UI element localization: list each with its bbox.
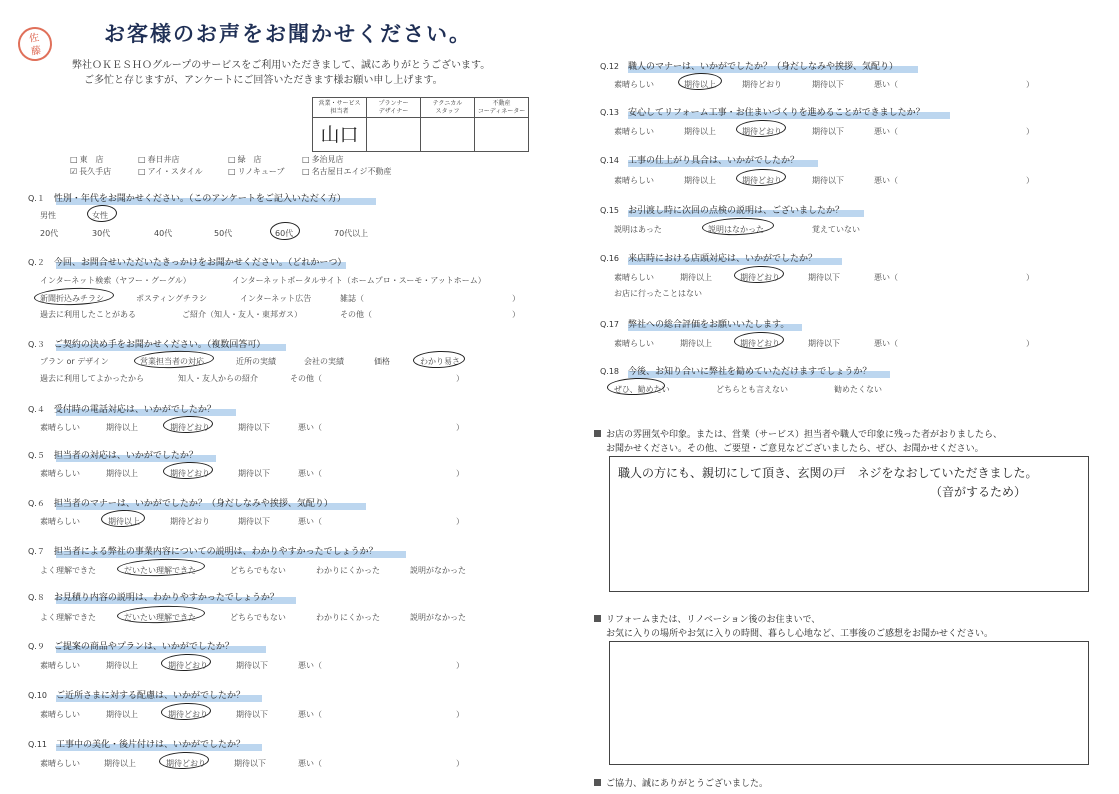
question-13: Q.13 安心してリフォーム工事・お住まいづくりを進めることができましたか？ bbox=[600, 108, 925, 118]
answer-circle bbox=[87, 204, 118, 222]
option-20s[interactable]: 20代 bbox=[40, 229, 59, 238]
option-excellent[interactable]: 素晴らしい bbox=[40, 469, 80, 478]
store-checkbox-renocube[interactable]: □ リノキューブ bbox=[228, 166, 285, 177]
option-hard-to-understand[interactable]: わかりにくかった bbox=[316, 613, 380, 622]
option-as-expected[interactable]: 期待どおり bbox=[170, 423, 210, 432]
option-definitely-recommend[interactable]: ぜひ、勧めたい bbox=[614, 385, 670, 394]
question-15: Q.15 お引渡し時に次回の点検の説明は、ございましたか？ bbox=[600, 206, 845, 216]
option-excellent[interactable]: 素晴らしい bbox=[614, 339, 654, 348]
question-3: Q.３ ご契約の決め手をお聞かせください。（複数回答可） bbox=[28, 340, 266, 350]
option-not-recommend[interactable]: 勧めたくない bbox=[834, 385, 882, 394]
option-understood-well[interactable]: よく理解できた bbox=[40, 566, 96, 575]
option-above-expectation[interactable]: 期待以上 bbox=[106, 710, 138, 719]
option-understood-well[interactable]: よく理解できた bbox=[40, 613, 96, 622]
option-below-expectation[interactable]: 期待以下 bbox=[236, 710, 268, 719]
store-checkbox-higashi[interactable]: □ 東 店 bbox=[70, 154, 104, 165]
option-bad[interactable]: 悪い（ bbox=[874, 176, 898, 185]
option-bad[interactable]: 悪い（ bbox=[874, 339, 898, 348]
option-above-expectation[interactable]: 期待以上 bbox=[680, 273, 712, 282]
store-checkbox-tajimi[interactable]: □ 多治見店 bbox=[302, 154, 344, 165]
store-checkbox-kasugai[interactable]: □ 春日井店 bbox=[138, 154, 180, 165]
option-as-expected[interactable]: 期待どおり bbox=[742, 176, 782, 185]
option-bad-close: ） bbox=[1026, 176, 1034, 185]
option-above-expectation[interactable]: 期待以上 bbox=[108, 517, 140, 526]
option-company-record[interactable]: 会社の実績 bbox=[304, 357, 344, 366]
comment-question-1-line-2: お聞かせください。その他、ご要望・ご意見などございましたら、ぜひ、お聞かせください。 bbox=[606, 444, 984, 454]
option-excellent[interactable]: 素晴らしい bbox=[40, 517, 80, 526]
question-5: Q.５ 担当者の対応は、いかがでしたか？ bbox=[28, 451, 198, 461]
option-as-expected[interactable]: 期待どおり bbox=[166, 759, 206, 768]
option-as-expected[interactable]: 期待どおり bbox=[170, 517, 210, 526]
option-magazine-close: ） bbox=[512, 294, 520, 303]
option-undecided[interactable]: どちらとも言えない bbox=[716, 385, 788, 394]
option-bad[interactable]: 悪い（ bbox=[874, 273, 898, 282]
option-below-expectation[interactable]: 期待以下 bbox=[812, 127, 844, 136]
option-below-expectation[interactable]: 期待以下 bbox=[812, 176, 844, 185]
option-magazine[interactable]: 雑誌（ bbox=[340, 294, 364, 303]
option-portal-site[interactable]: インターネットポータルサイト（ホームプロ・スーモ・アットホーム） bbox=[232, 276, 486, 285]
option-above-expectation[interactable]: 期待以上 bbox=[106, 661, 138, 670]
option-below-expectation[interactable]: 期待以下 bbox=[236, 661, 268, 670]
option-below-expectation[interactable]: 期待以下 bbox=[234, 759, 266, 768]
store-checkbox-midori[interactable]: □ 緑 店 bbox=[228, 154, 262, 165]
answer-circle bbox=[270, 221, 301, 240]
question-16: Q.16 来店時における店頭対応は、いかがでしたか？ bbox=[600, 254, 818, 264]
question-7: Q.７ 担当者による弊社の事業内容についての説明は、わかりやすかったでしょうか？ bbox=[28, 547, 378, 557]
question-17: Q.17 弊社への総合評価をお願いいたします。 bbox=[600, 320, 790, 330]
option-excellent[interactable]: 素晴らしい bbox=[40, 710, 80, 719]
option-never-visited[interactable]: お店に行ったことはない bbox=[614, 289, 702, 298]
option-above-expectation[interactable]: 期待以上 bbox=[684, 176, 716, 185]
option-bad-close: ） bbox=[1026, 80, 1034, 89]
staff-planner-name bbox=[367, 118, 421, 152]
option-past-use[interactable]: 過去に利用したことがある bbox=[40, 310, 136, 319]
staff-technical-name bbox=[421, 118, 475, 152]
question-14: Q.14 工事の仕上がり具合は、いかがでしたか？ bbox=[600, 156, 800, 166]
question-1: Q.１ 性別・年代をお聞かせください。（このアンケートをご記入いただく方） bbox=[28, 194, 346, 204]
option-sales-response[interactable]: 営業担当者の対応 bbox=[140, 357, 204, 366]
option-bad-close: ） bbox=[456, 661, 464, 670]
option-above-expectation[interactable]: 期待以上 bbox=[680, 339, 712, 348]
option-excellent[interactable]: 素晴らしい bbox=[614, 176, 654, 185]
thanks-message: ご協力、誠にありがとうございました。 bbox=[594, 776, 768, 789]
question-18: Q.18 今後、お知り合いに弊社を勧めていただけますでしょうか？ bbox=[600, 367, 872, 377]
option-bad-close: ） bbox=[1026, 339, 1034, 348]
question-9: Q.９ ご提案の商品やプランは、いかがでしたか？ bbox=[28, 642, 234, 652]
option-friend-referral[interactable]: 知人・友人からの紹介 bbox=[178, 374, 258, 383]
option-as-expected[interactable]: 期待どおり bbox=[740, 339, 780, 348]
option-bad-close: ） bbox=[456, 710, 464, 719]
option-as-expected[interactable]: 期待どおり bbox=[168, 710, 208, 719]
option-bad-close: ） bbox=[456, 423, 464, 432]
option-bad-close: ） bbox=[456, 469, 464, 478]
question-6: Q.６ 担当者のマナーは、いかがでしたか？（身だしなみや挨拶、気配り） bbox=[28, 499, 333, 509]
option-below-expectation[interactable]: 期待以下 bbox=[812, 80, 844, 89]
option-above-expectation[interactable]: 期待以上 bbox=[104, 759, 136, 768]
option-above-expectation[interactable]: 期待以上 bbox=[106, 469, 138, 478]
option-bad[interactable]: 悪い（ bbox=[874, 127, 898, 136]
option-as-expected[interactable]: 期待どおり bbox=[740, 273, 780, 282]
option-no-explanation[interactable]: 説明がなかった bbox=[410, 613, 466, 622]
option-as-expected[interactable]: 期待どおり bbox=[168, 661, 208, 670]
option-good-past-use[interactable]: 過去に利用してよかったから bbox=[40, 374, 144, 383]
option-70s-plus[interactable]: 70代以上 bbox=[334, 229, 369, 238]
option-as-expected[interactable]: 期待どおり bbox=[170, 469, 210, 478]
question-4: Q.４ 受付時の電話対応は、いかがでしたか？ bbox=[28, 405, 216, 415]
option-mostly-understood[interactable]: だいたい理解できた bbox=[124, 613, 196, 622]
option-bad-close: ） bbox=[1026, 273, 1034, 282]
store-checkbox-istyle[interactable]: □ アイ・スタイル bbox=[138, 166, 203, 177]
option-below-expectation[interactable]: 期待以下 bbox=[808, 339, 840, 348]
seal-stamp: 佐 藤 bbox=[16, 25, 54, 63]
option-excellent[interactable]: 素晴らしい bbox=[40, 661, 80, 670]
option-excellent[interactable]: 素晴らしい bbox=[614, 273, 654, 282]
option-30s[interactable]: 30代 bbox=[92, 229, 111, 238]
option-bad[interactable]: 悪い（ bbox=[298, 517, 322, 526]
option-plan-design[interactable]: プラン or デザイン bbox=[40, 357, 109, 366]
option-explained[interactable]: 説明はあった bbox=[614, 225, 662, 234]
option-bad-close: ） bbox=[456, 517, 464, 526]
intro-line-2: ご多忙と存じますが、アンケートにご回答いただきます様お願い申し上げます。 bbox=[84, 75, 443, 86]
comment-answer-line-1: 職人の方にも、親切にして頂き、玄関の戸 ネジをなおしていただきました。 bbox=[618, 466, 1038, 480]
option-female[interactable]: 女性 bbox=[92, 211, 108, 220]
option-male[interactable]: 男性 bbox=[40, 211, 56, 220]
intro-line-1: 弊社ＯＫＥＳＨＯグループのサービスをご利用いただきまして、誠にありがとうございます。 bbox=[72, 60, 491, 71]
option-excellent[interactable]: 素晴らしい bbox=[40, 423, 80, 432]
question-2: Q.２ 今回、お問合せいただいたきっかけをお聞かせください。（どれかーつ） bbox=[28, 258, 347, 268]
option-hard-to-understand[interactable]: わかりにくかった bbox=[316, 566, 380, 575]
option-50s[interactable]: 50代 bbox=[214, 229, 233, 238]
option-newspaper-flyer[interactable]: 新聞折込みチラシ bbox=[40, 294, 104, 303]
option-60s[interactable]: 60代 bbox=[275, 229, 294, 238]
option-internet-ad[interactable]: インターネット広告 bbox=[240, 294, 312, 303]
question-11: Q.11 工事中の美化・後片付けは、いかがでしたか？ bbox=[28, 740, 246, 750]
store-checkbox-nagoya-realestate[interactable]: □ 名古屋日エイジ不動産 bbox=[302, 166, 392, 177]
comment-question-2-line-2: お気に入りの場所やお気に入りの時間、暮らし心地など、工事後のご感想をお聞かせください。 bbox=[606, 629, 994, 639]
option-below-expectation[interactable]: 期待以下 bbox=[808, 273, 840, 282]
option-excellent[interactable]: 素晴らしい bbox=[40, 759, 80, 768]
staff-table bbox=[312, 97, 529, 152]
question-8: Q.８ お見積り内容の説明は、わかりやすかったでしょうか？ bbox=[28, 593, 279, 603]
option-above-expectation[interactable]: 期待以上 bbox=[106, 423, 138, 432]
option-internet-search[interactable]: インターネット検索（ヤフー・グーグル） bbox=[40, 276, 191, 285]
option-price[interactable]: 価格 bbox=[374, 357, 390, 366]
option-no-explanation[interactable]: 説明がなかった bbox=[410, 566, 466, 575]
option-bad[interactable]: 悪い（ bbox=[298, 469, 322, 478]
option-bad[interactable]: 悪い（ bbox=[298, 710, 322, 719]
option-other-close: ） bbox=[456, 374, 464, 383]
option-bad[interactable]: 悪い（ bbox=[298, 759, 322, 768]
option-dont-remember[interactable]: 覚えていない bbox=[812, 225, 860, 234]
staff-header-technical: テクニカル スタッフ bbox=[421, 98, 475, 118]
page-title: お客様のお声をお聞かせください。 bbox=[104, 22, 472, 46]
store-checkbox-nagakute[interactable]: ☑ 長久手店 bbox=[70, 167, 112, 176]
option-as-expected[interactable]: 期待どおり bbox=[742, 127, 782, 136]
option-excellent[interactable]: 素晴らしい bbox=[614, 80, 654, 89]
option-above-expectation[interactable]: 期待以上 bbox=[684, 127, 716, 136]
option-below-expectation[interactable]: 期待以下 bbox=[238, 517, 270, 526]
comment-answer-line-2: （音がするため） bbox=[930, 485, 1027, 499]
option-neither[interactable]: どちらでもない bbox=[230, 613, 286, 622]
question-12: Q.12 職人のマナーは、いかがでしたか？（身だしなみや挨拶、気配り） bbox=[600, 62, 899, 72]
comment-box-2[interactable] bbox=[609, 641, 1089, 765]
option-bad-close: ） bbox=[456, 759, 464, 768]
option-other[interactable]: その他（ bbox=[290, 374, 322, 383]
option-other-close: ） bbox=[512, 310, 520, 319]
comment-question-2-line-1: リフォームまたは、リノベーション後のお住まいで、 bbox=[594, 612, 820, 625]
option-clarity[interactable]: わかり易さ bbox=[420, 357, 460, 366]
option-as-expected[interactable]: 期待どおり bbox=[742, 80, 782, 89]
option-excellent[interactable]: 素晴らしい bbox=[614, 127, 654, 136]
option-above-expectation[interactable]: 期待以上 bbox=[684, 80, 716, 89]
question-10: Q.10 ご近所さまに対する配慮は、いかがでしたか？ bbox=[28, 691, 246, 701]
option-referral[interactable]: ご紹介（知人・友人・東邦ガス） bbox=[182, 310, 302, 319]
option-bad[interactable]: 悪い（ bbox=[298, 423, 322, 432]
option-bad[interactable]: 悪い（ bbox=[874, 80, 898, 89]
option-posting-flyer[interactable]: ポスティングチラシ bbox=[136, 294, 208, 303]
staff-header-planner: プランナー デザイナー bbox=[367, 98, 421, 118]
option-40s[interactable]: 40代 bbox=[154, 229, 173, 238]
option-other[interactable]: その他（ bbox=[340, 310, 372, 319]
option-bad[interactable]: 悪い（ bbox=[298, 661, 322, 670]
option-not-explained[interactable]: 説明はなかった bbox=[708, 225, 764, 234]
staff-header-realestate: 不動産 コーディネーター bbox=[475, 98, 529, 118]
staff-sales-name: 山口 bbox=[313, 118, 367, 152]
option-local-record[interactable]: 近所の実績 bbox=[236, 357, 276, 366]
option-mostly-understood[interactable]: だいたい理解できた bbox=[124, 566, 196, 575]
option-below-expectation[interactable]: 期待以下 bbox=[238, 423, 270, 432]
staff-header-sales: 営業・サービス 担当者 bbox=[313, 98, 367, 118]
option-neither[interactable]: どちらでもない bbox=[230, 566, 286, 575]
comment-question-1-line-1: お店の雰囲気や印象。または、営業（サービス）担当者や職人で印象に残った者がおりましたら、 bbox=[594, 427, 1002, 440]
option-below-expectation[interactable]: 期待以下 bbox=[238, 469, 270, 478]
option-bad-close: ） bbox=[1026, 127, 1034, 136]
staff-realestate-name bbox=[475, 118, 529, 152]
